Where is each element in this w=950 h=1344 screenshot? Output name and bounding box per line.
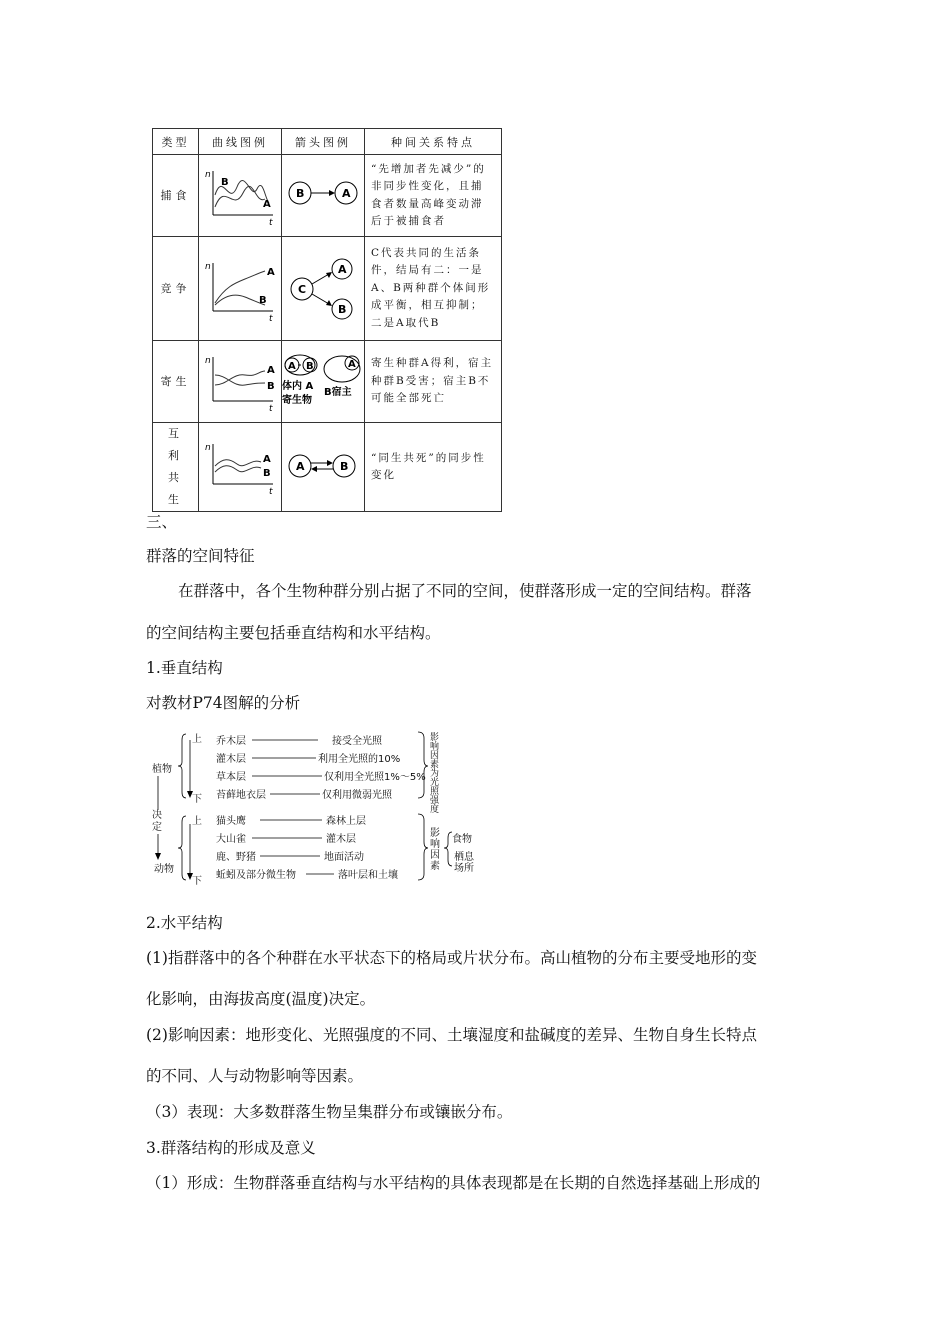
- section-heading: 群落的空间特征: [146, 547, 255, 565]
- label-plant: 植物: [152, 764, 172, 775]
- plant-layer: 草本层: [216, 772, 246, 783]
- svg-text:体内 A: 体内 A: [282, 381, 314, 392]
- paragraph-horizontal-2a: (2)影响因素：地形变化、光照强度的不同、土壤湿度和盐碱度的差异、生物自身生长特点: [146, 1026, 757, 1044]
- animal-habitat: 森林上层: [326, 816, 366, 827]
- svg-text:A: A: [296, 459, 305, 473]
- svg-text:n: n: [205, 442, 211, 453]
- label-decide: 决定: [152, 810, 162, 833]
- mutualism-curve-graph: [199, 434, 281, 498]
- table-row-predation: [153, 155, 502, 237]
- plant-layer: 灌木层: [216, 754, 246, 765]
- table-row-mutualism: [153, 423, 502, 512]
- svg-text:B: B: [340, 459, 349, 473]
- feature-cell: “同生共死”的同步性变化: [365, 423, 502, 512]
- svg-text:寄生物: 寄生物: [282, 395, 312, 406]
- competition-arrow-diagram: [282, 237, 364, 337]
- svg-text:B: B: [306, 361, 314, 372]
- header-curve: 曲线图例: [199, 129, 282, 155]
- predation-curve-graph: [199, 155, 281, 233]
- animal-factor-habitat: 栖息场所: [454, 852, 474, 874]
- svg-text:A: A: [288, 361, 296, 372]
- paragraph-horizontal-2b: 的不同、人与动物影响等因素。: [146, 1067, 364, 1085]
- arrow-cell: [282, 155, 365, 237]
- subheading-horizontal: 2.水平结构: [146, 914, 223, 932]
- header-arrow: 箭头图例: [282, 129, 365, 155]
- curve-cell: [199, 423, 282, 512]
- table-row-competition: [153, 237, 502, 341]
- svg-text:B宿主: B宿主: [324, 387, 352, 398]
- svg-text:n: n: [205, 262, 211, 272]
- paragraph-intro-line2: 的空间结构主要包括垂直结构和水平结构。: [146, 624, 441, 642]
- feature-cell: 寄生种群A得利，宿主种群B受害；宿主B不可能全部死亡: [365, 341, 502, 423]
- label-animal: 动物: [154, 864, 174, 875]
- svg-text:A: A: [267, 365, 275, 376]
- svg-text:A: A: [267, 267, 275, 278]
- animal-habitat: 地面活动: [324, 852, 364, 863]
- svg-text:t: t: [269, 218, 273, 228]
- type-cell: 捕食: [153, 155, 199, 237]
- svg-text:B: B: [221, 177, 229, 188]
- plant-light: 仅利用微弱光照: [322, 790, 392, 801]
- label-up-plant: 上: [192, 734, 202, 745]
- mutualism-arrow-diagram: [282, 434, 364, 498]
- paragraph-horizontal-3: （3）表现：大多数群落生物呈集群分布或镶嵌分布。: [146, 1103, 513, 1121]
- arrow-cell: [282, 341, 365, 423]
- label-up-animal: 上: [192, 816, 202, 827]
- animal-name: 鹿、野猪: [216, 852, 256, 863]
- plant-layer: 乔木层: [216, 736, 246, 747]
- plant-light: 接受全光照: [332, 736, 382, 747]
- parasitism-curve-graph: [199, 341, 281, 419]
- animal-name: 蚯蚓及部分微生物: [216, 870, 296, 881]
- svg-text:t: t: [269, 404, 273, 414]
- arrow-cell: [282, 237, 365, 341]
- header-type: 类型: [153, 129, 199, 155]
- svg-text:A: A: [338, 263, 347, 276]
- animal-factor: 影响因素: [430, 828, 440, 872]
- svg-text:C: C: [298, 283, 307, 296]
- parasitism-arrow-diagram: [282, 341, 364, 419]
- animal-name: 大山雀: [216, 834, 246, 845]
- competition-curve-graph: [199, 237, 281, 337]
- type-cell: 寄生: [153, 341, 199, 423]
- svg-text:n: n: [205, 170, 211, 180]
- table-header-row: [153, 129, 502, 155]
- svg-text:B: B: [263, 467, 271, 479]
- vertical-structure-diagram: [148, 728, 488, 886]
- species-relationship-table: [152, 128, 502, 512]
- paragraph-horizontal-1a: (1)指群落中的各个种群在水平状态下的格局或片状分布。高山植物的分布主要受地形的变: [146, 949, 757, 967]
- svg-text:t: t: [269, 314, 273, 324]
- subheading-vertical: 1.垂直结构: [146, 659, 223, 677]
- svg-text:B: B: [259, 295, 267, 306]
- svg-text:n: n: [205, 356, 211, 366]
- plant-factor: 影响因素为光照强度: [430, 733, 440, 815]
- type-cell: 互利共生: [153, 423, 199, 512]
- svg-text:A: A: [263, 453, 271, 465]
- paragraph-intro-line1: 在群落中，各个生物种群分别占据了不同的空间，使群落形成一定的空间结构。群落: [178, 582, 752, 600]
- arrow-cell: [282, 423, 365, 512]
- label-down-plant: 下: [192, 794, 202, 805]
- animal-factor-food: 食物: [452, 834, 472, 845]
- feature-cell: C代表共同的生活条件，结局有二：一是A、B两种群个体间形成平衡，相互抑制；二是A取代B: [365, 237, 502, 341]
- svg-text:A: A: [263, 199, 271, 210]
- curve-cell: [199, 237, 282, 341]
- label-down-animal: 下: [192, 876, 202, 887]
- plant-light: 利用全光照的10%: [318, 754, 401, 765]
- paragraph-formation-1: （1）形成：生物群落垂直结构与水平结构的具体表现都是在长期的自然选择基础上形成的: [146, 1174, 761, 1192]
- curve-cell: [199, 341, 282, 423]
- animal-habitat: 灌木层: [326, 834, 356, 845]
- svg-text:B: B: [267, 381, 275, 392]
- svg-text:A: A: [342, 187, 351, 200]
- subheading-formation: 3.群落结构的形成及意义: [146, 1139, 316, 1157]
- curve-cell: [199, 155, 282, 237]
- svg-text:A: A: [348, 359, 356, 370]
- figure-note: 对教材P74图解的分析: [146, 694, 301, 712]
- feature-cell: “先增加者先减少”的非同步性变化，且捕食者数量高峰变动滞后于被捕食者: [365, 155, 502, 237]
- plant-layer: 苔藓地衣层: [216, 790, 266, 801]
- svg-text:B: B: [338, 303, 347, 316]
- predation-arrow-diagram: [282, 155, 364, 233]
- plant-light: 仅利用全光照1%～5%: [324, 772, 426, 783]
- svg-text:B: B: [296, 187, 305, 200]
- section-number: 三、: [146, 513, 178, 531]
- table-row-parasitism: [153, 341, 502, 423]
- animal-habitat: 落叶层和土壤: [338, 870, 398, 881]
- paragraph-horizontal-1b: 化影响，由海拔高度(温度)决定。: [146, 990, 376, 1008]
- animal-name: 猫头鹰: [216, 816, 246, 827]
- header-features: 种间关系特点: [365, 129, 502, 155]
- svg-text:t: t: [269, 486, 273, 497]
- type-cell: 竞争: [153, 237, 199, 341]
